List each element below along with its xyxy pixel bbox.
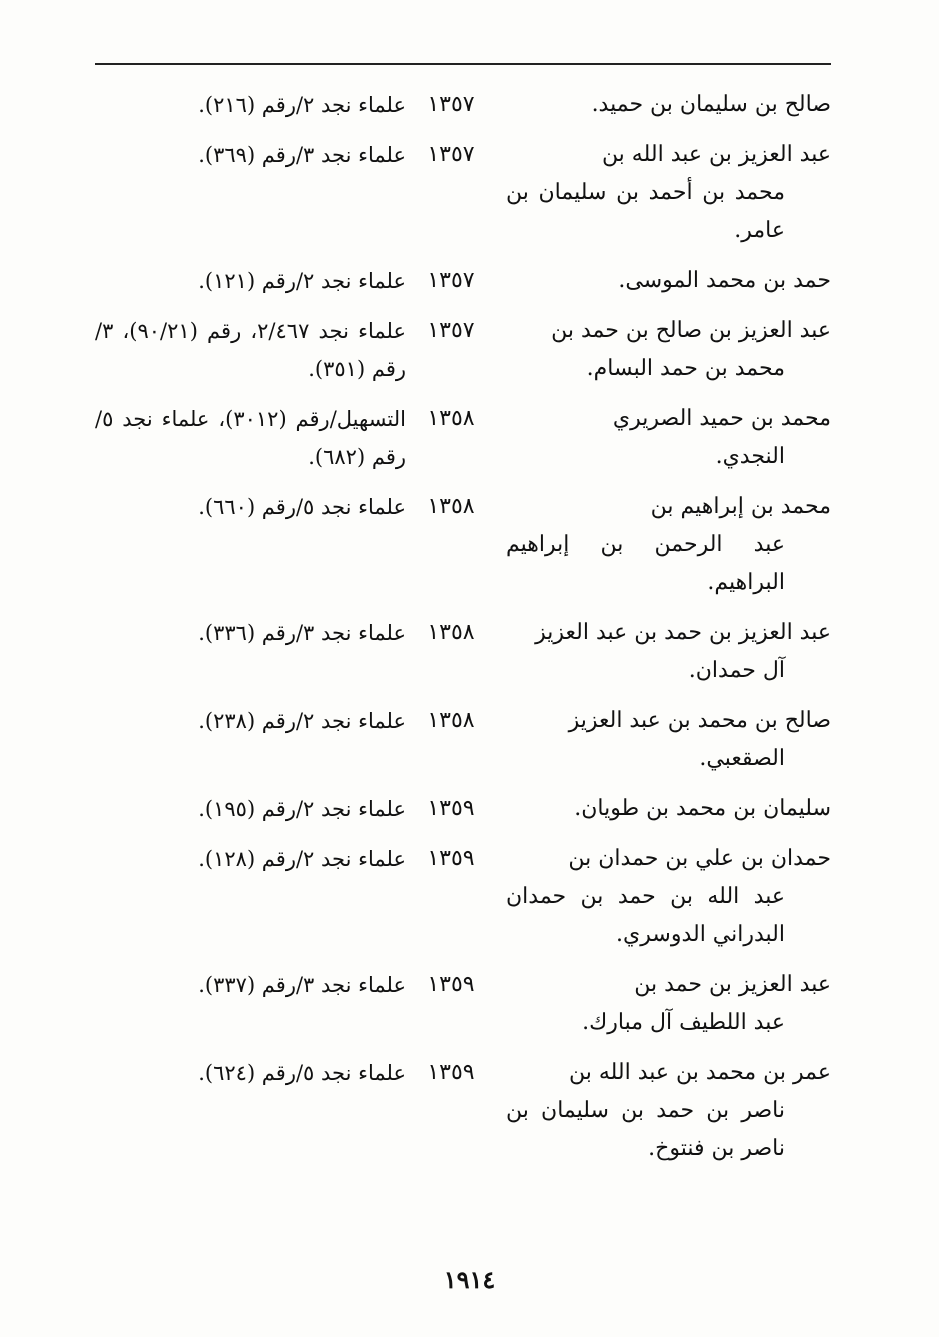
entry-name-text: عبد العزيز بن صالح بن حمد بن: [551, 318, 831, 343]
entry-year: ١٣٥٨: [427, 406, 475, 431]
entry-source: علماء نجد ٢/رقم (٢١٦).: [198, 93, 406, 117]
entry-name-text: عبد العزيز بن حمد بن عبد العزيز: [535, 620, 831, 645]
entry-source: علماء نجد ٢/رقم (١٢٨).: [198, 847, 406, 871]
header-rule: [95, 63, 831, 65]
entry-name-continuation: محمد بن أحمد بن سليمان بن عامر.: [506, 180, 785, 243]
entry-row: [95, 1054, 831, 1168]
entry-source: علماء نجد ٢/٤٦٧، رقم (٩٠/٢١)، ٣/رقم (٣٥١).: [95, 319, 406, 381]
entry-year: ١٣٥٧: [427, 142, 475, 167]
entries-table: [95, 86, 831, 1180]
entry-name-text: عبد العزيز بن عبد الله بن: [601, 142, 831, 167]
entry-name: [506, 400, 831, 476]
entry-year: ١٣٥٧: [427, 92, 475, 117]
entry-year: ١٣٥٨: [427, 620, 475, 645]
entry-source: علماء نجد ٢/رقم (١٢١).: [198, 269, 406, 293]
entry-name: [506, 966, 831, 1042]
entry-year: ١٣٥٧: [427, 268, 475, 293]
entry-year: ١٣٥٧: [427, 318, 475, 343]
entry-name: [506, 790, 831, 828]
entry-name: [506, 488, 831, 602]
entry-source: علماء نجد ٢/رقم (٢٣٨).: [198, 709, 406, 733]
page-number: ١٩١٤: [443, 1265, 496, 1294]
entry-name-text: صالح بن سليمان بن حميد.: [591, 92, 831, 117]
entry-name-continuation: عبد الرحمن بن إبراهيم البراهيم.: [506, 532, 785, 595]
entry-row: [95, 790, 831, 828]
entry-name: [506, 702, 831, 778]
entry-row: [95, 614, 831, 690]
entry-year: ١٣٥٩: [427, 796, 475, 821]
entry-row: [95, 702, 831, 778]
entry-year: ١٣٥٩: [427, 972, 475, 997]
entry-name-continuation: آل حمدان.: [688, 658, 785, 683]
entry-row: [95, 840, 831, 954]
entry-name-text: حمدان بن علي بن حمدان بن: [568, 846, 831, 871]
entry-name-text: سليمان بن محمد بن طويان.: [574, 796, 831, 821]
entry-name-continuation: عبد اللطيف آل مبارك.: [582, 1010, 785, 1035]
entry-name-continuation: محمد بن حمد البسام.: [586, 356, 785, 381]
entry-source: علماء نجد ٣/رقم (٣٣٦).: [198, 621, 406, 645]
entry-year: ١٣٥٩: [427, 846, 475, 871]
entry-name-text: عمر بن محمد بن عبد الله بن: [568, 1060, 831, 1085]
entry-row: [95, 488, 831, 602]
entry-source: علماء نجد ٥/رقم (٦٢٤).: [198, 1061, 406, 1085]
entry-name-text: صالح بن محمد بن عبد العزيز: [568, 708, 831, 733]
entry-name: [506, 262, 831, 300]
entry-row: [95, 400, 831, 476]
entry-source: علماء نجد ٣/رقم (٣٣٧).: [198, 973, 406, 997]
entry-year: ١٣٥٩: [427, 1060, 475, 1085]
entry-source: علماء نجد ٣/رقم (٣٦٩).: [198, 143, 406, 167]
entry-name-continuation: النجدي.: [715, 444, 785, 469]
entry-name-text: محمد بن إبراهيم بن: [650, 494, 831, 519]
entry-name: [506, 136, 831, 250]
entry-name-text: محمد بن حميد الصريري: [612, 406, 831, 431]
entry-source: علماء نجد ٥/رقم (٦٦٠).: [198, 495, 406, 519]
entry-source: التسهيل/رقم (٣٠١٢)، علماء نجد ٥/رقم (٦٨٢).: [95, 407, 406, 469]
entry-name-continuation: عبد الله بن حمد بن حمدان البدراني الدوسري.: [506, 884, 785, 947]
entry-row: [95, 136, 831, 250]
entry-row: [95, 966, 831, 1042]
entry-row: [95, 312, 831, 388]
entry-name-continuation: ناصر بن حمد بن سليمان بن ناصر بن فنتوخ.: [506, 1098, 785, 1161]
entry-year: ١٣٥٨: [427, 494, 475, 519]
entry-name: [506, 614, 831, 690]
entry-name: [506, 1054, 831, 1168]
entry-name-text: عبد العزيز بن حمد بن: [634, 972, 831, 997]
entry-year: ١٣٥٨: [427, 708, 475, 733]
entry-name-continuation: الصقعبي.: [699, 746, 785, 771]
entry-name: [506, 840, 831, 954]
entry-row: [95, 262, 831, 300]
entry-source: علماء نجد ٢/رقم (١٩٥).: [198, 797, 406, 821]
entry-name-text: حمد بن محمد الموسى.: [618, 268, 831, 293]
entry-name: [506, 86, 831, 124]
entry-row: [95, 86, 831, 124]
entry-name: [506, 312, 831, 388]
